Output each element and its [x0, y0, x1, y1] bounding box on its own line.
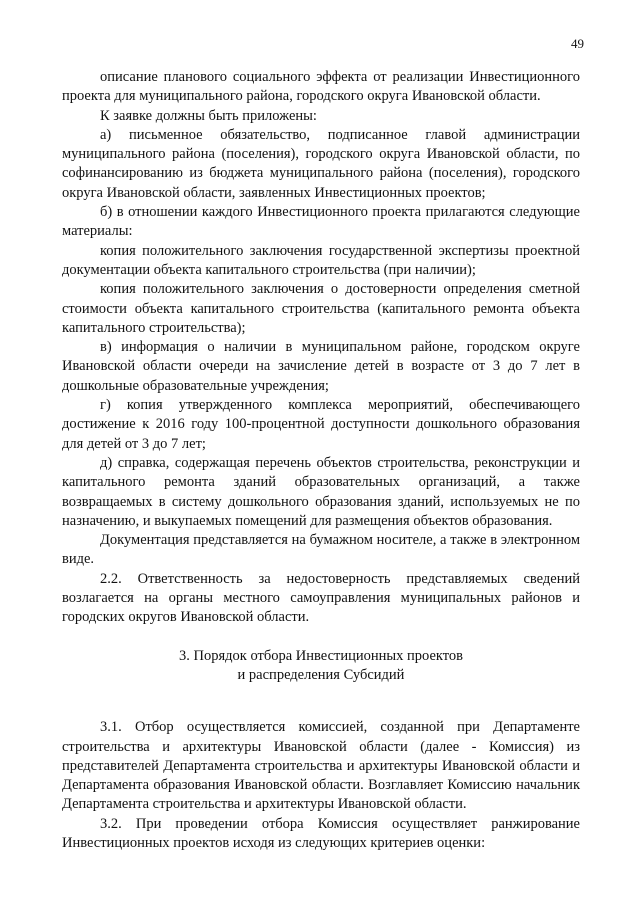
- section-heading-line-2: и распределения Субсидий: [237, 666, 405, 683]
- paragraph-item-d: д) справка, содержащая перечень объектов строительства, реконструкции и капитального ремонта зданий образовательных организаций, а также возвращаемых в систему дошкольного образования зданий, используемых не по назначению, и выкупаемых помещений для размещения объектов образования.: [62, 454, 580, 529]
- paragraph-item-v: в) информация о наличии в муниципальном районе, городском округе Ивановской области очереди на зачисление детей в возрасте от 3 до 7 лет в дошкольные образовательные учреждения;: [62, 339, 580, 394]
- paragraph-item-a: а) письменное обязательство, подписанное главой администрации муниципального района (поселения), городского округа Ивановской области, по софинансированию из бюджета муниципального района (поселения), городского округа Ивановской области, заявленных Инвестиционных проектов;: [62, 126, 580, 201]
- paragraph-3-1: 3.1. Отбор осуществляется комиссией, созданной при Департаменте строительства и архитектуры Ивановской области (далее - Комиссия) из представителей Департамента строительства и архитектуры Ивановской области и Департамента образования Ивановской области. Возглавляет Комиссию начальник Департамента строительства и архитектуры Ивановской области.: [62, 719, 580, 813]
- paragraph-item-b: б) в отношении каждого Инвестиционного проекта прилагаются следующие материалы:: [62, 204, 580, 240]
- paragraph-social-effect: описание планового социального эффекта от реализации Инвестиционного проекта для муниципального района, городского округа Ивановской области.: [62, 69, 580, 105]
- section-heading-line-1: 3. Порядок отбора Инвестиционных проектов: [179, 647, 463, 664]
- document-body: [62, 68, 580, 853]
- paragraph-documentation-format: Документация представляется на бумажном носителе, а также в электронном виде.: [62, 532, 580, 568]
- paragraph-state-expertise: копия положительного заключения государственной экспертизы проектной документации объекта капитального строительства (при наличии);: [62, 242, 580, 278]
- paragraph-estimate-reliability: копия положительного заключения о достоверности определения сметной стоимости объекта капитального строительства (капитального ремонта объекта капитального строительства);: [62, 281, 580, 336]
- section-heading: [62, 647, 580, 686]
- paragraph-attachments-intro: К заявке должны быть приложены:: [100, 107, 317, 124]
- paragraph-3-2: 3.2. При проведении отбора Комиссия осуществляет ранжирование Инвестиционных проектов исходя из следующих критериев оценки:: [62, 815, 580, 851]
- page-number: 49: [571, 36, 584, 51]
- paragraph-item-g: г) копия утвержденного комплекса мероприятий, обеспечивающего достижение к 2016 году 100-процентной доступности дошкольного образования для детей от 3 до 7 лет;: [62, 397, 580, 452]
- paragraph-2-2: 2.2. Ответственность за недостоверность представляемых сведений возлагается на органы местного самоуправления муниципальных районов и городских округов Ивановской области.: [62, 570, 580, 626]
